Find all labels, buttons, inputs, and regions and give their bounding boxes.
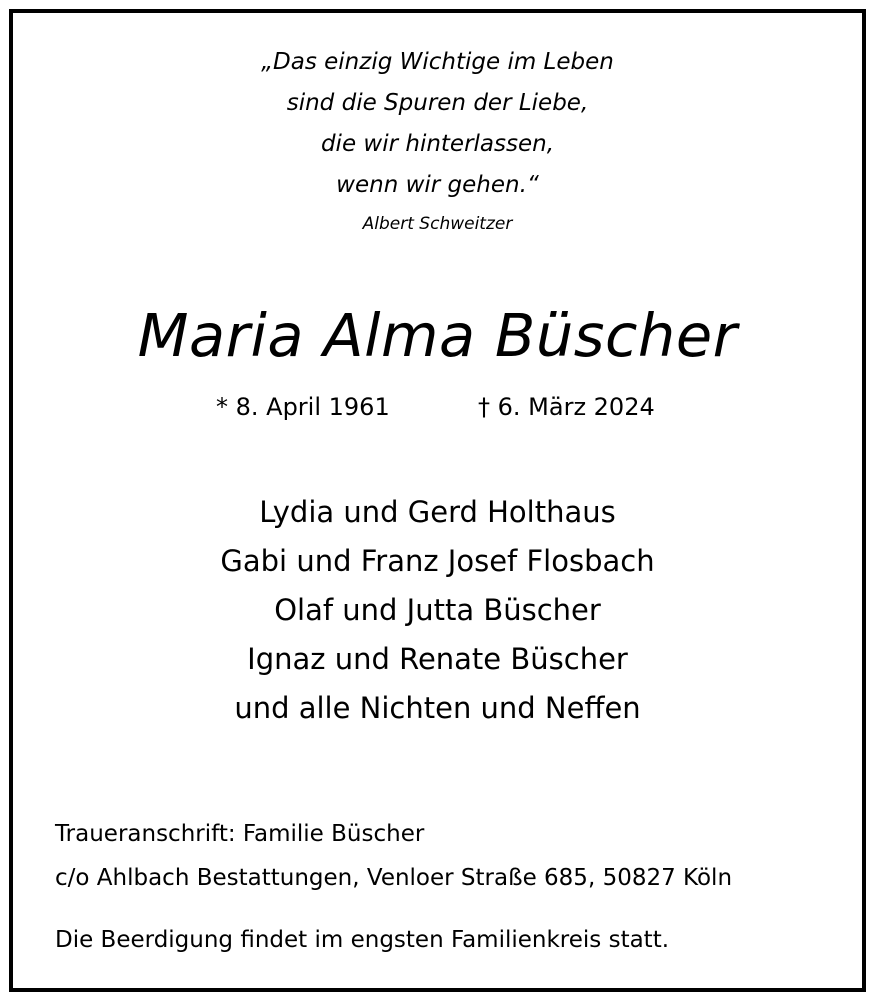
- mourning-address: [55, 812, 732, 900]
- mourner-entry: Lydia und Gerd Holthaus: [259, 495, 616, 529]
- quote-line: die wir hinterlassen,: [320, 131, 555, 157]
- quote-line: sind die Spuren der Liebe,: [286, 90, 589, 116]
- deceased-name: Maria Alma Büscher: [137, 301, 738, 370]
- quote-block: [0, 42, 875, 206]
- death-date: † 6. März 2024: [478, 393, 655, 421]
- funeral-note: Die Beerdigung findet im engsten Familienkreis statt.: [55, 927, 670, 953]
- mourner-entry: Olaf und Jutta Büscher: [274, 593, 601, 627]
- quote-author: Albert Schweitzer: [362, 214, 513, 234]
- quote-line: wenn wir gehen.“: [336, 172, 539, 198]
- address-line: Traueranschrift: Familie Büscher: [55, 821, 425, 847]
- quote-line: „Das einzig Wichtige im Leben: [261, 49, 614, 75]
- mourner-entry: Ignaz und Renate Büscher: [247, 642, 628, 676]
- mourner-entry: und alle Nichten und Neffen: [234, 691, 641, 725]
- mourners-list: [0, 488, 875, 733]
- mourner-entry: Gabi und Franz Josef Flosbach: [220, 544, 655, 578]
- birth-date: * 8. April 1961: [216, 393, 390, 421]
- address-line: c/o Ahlbach Bestattungen, Venloer Straße 685, 50827 Köln: [55, 865, 733, 891]
